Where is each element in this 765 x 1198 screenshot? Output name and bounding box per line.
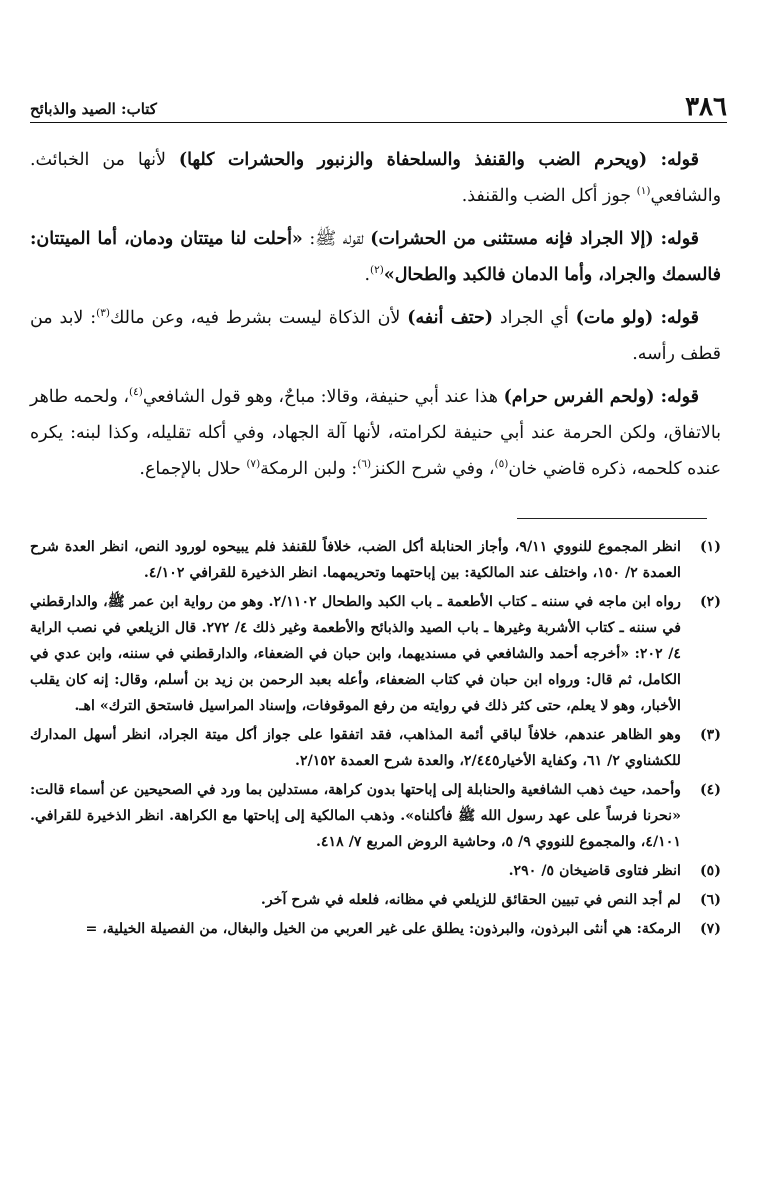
hadith-quote: «أحلت لنا ميتتان ودمان، أما الميتتان: فالسمك والجراد، وأما الدمان فالكبد والطحال» bbox=[30, 229, 721, 285]
footnote-7 bbox=[30, 916, 721, 942]
footnote-ref: (٤) bbox=[129, 386, 143, 399]
footnote-number: (١) bbox=[699, 539, 721, 555]
footnote-4 bbox=[30, 777, 721, 855]
footnotes bbox=[30, 534, 721, 945]
footnote-ref: (٧) bbox=[246, 458, 261, 471]
running-header bbox=[30, 92, 727, 123]
footnote-text: لم أجد النص في تبيين الحقائق للزيلعي في مظانه، فلعله في شرح آخر. bbox=[260, 892, 681, 908]
quoted-phrase: قوله: (إلا الجراد فإنه مستثنى من الحشرات) bbox=[370, 229, 699, 249]
paragraph-3: قوله: (ولو مات) أي الجراد (حتف أنفه) لأن الذكاة ليست بشرط فيه، وعن مالك$^{(٣)}$: لابد من قطف رأسه. bbox=[30, 307, 721, 364]
footnote-text: وهو الظاهر عندهم، خلافاً لباقي أئمة المذاهب، فقد اتفقوا على جواز أكل ميتة الجراد، انظر أسهل المدارك للكشناوي ٢/ ٦١، وكفاية الأخيار٢/٤٤٥، والعدة شرح العمدة ٢/١٥٢. bbox=[30, 727, 681, 769]
footnote-text: رواه ابن ماجه في سننه ـ كتاب الأطعمة ـ باب الكبد والطحال ٢/١١٠٢. وهو من رواية ابن عمر ﷺ، والدارقطني في سننه ـ كتاب الأشربة وغيرها ـ باب الصيد والذبائح والأطعمة وغير ذلك ٤/ ٢٧٢. قال الزيلعي في نصب الراية ٤/ ٢٠٢: «أخرجه أحمد والشافعي في مسنديهما، وابن حبان في الضعفاء، والدارقطني في سننه، وابن عدي في الكامل، ثم قال: ورواه ابن حبان في كتاب الضعفاء، وأعله بعبد الرحمن بن زيد بن أسلم، وقال: إنه كان يقلب الأخبار، وهو لا يعلم، حتى كثر ذلك في روايته من رفع الموقوفات، وإسناد المراسيل فاستحق الترك» اهـ. bbox=[30, 594, 682, 714]
footnote-text: انظر فتاوى قاضيخان ٥/ ٢٩٠. bbox=[508, 863, 681, 879]
paragraph-1: قوله: (ويحرم الضب والقنفذ والسلحفاة والزنبور والحشرات كلها) لأنها من الخبائث. والشافعي$^{(١)}$ جوز أكل الضب والقنفذ. bbox=[30, 150, 721, 206]
footnote-ref: (٣) bbox=[96, 307, 110, 320]
footnote-number: (٦) bbox=[699, 892, 721, 908]
quoted-phrase: قوله: (ولو مات) bbox=[575, 308, 699, 328]
footnote-number: (٤) bbox=[699, 782, 721, 798]
footnote-number: (٣) bbox=[699, 727, 721, 743]
footnote-ref: (٥) bbox=[494, 458, 509, 471]
footnote-2 bbox=[30, 589, 721, 719]
footnote-ref: (١) bbox=[636, 185, 651, 198]
paragraph-4: قوله: (ولحم الفرس حرام) هذا عند أبي حنيفة، وقالا: مباحٌ، وهو قول الشافعي$^{(٤)}$، ولحمه طاهر بالاتفاق، ولكن الحرمة عند أبي حنيفة لكرامته، لأنها آلة الجهاد، وفي أكله تقليله، وكذا لبنه: يكره عنده كلحمه، ذكره قاضي خان$^{(٥)}$، وفي شرح الكنز$^{(٦)}$: ولبن الرمكة$^{(٧)}$ حلال بالإجماع. bbox=[30, 386, 721, 479]
footnote-divider bbox=[517, 518, 707, 519]
footnote-text: انظر المجموع للنووي ٩/١١، وأجاز الحنابلة أكل الضب، خلافاً للقنفذ فلم يبيحوه لورود النص، انظر العدة شرح العمدة ٢/ ١٥٠، واختلف عند المالكية: بين إباحتهما وتحريمهما. انظر الذخيرة للقرافي ٤/١٠٢. bbox=[30, 539, 681, 581]
main-text bbox=[30, 142, 721, 494]
footnote-number: (٢) bbox=[699, 594, 721, 610]
footnote-6 bbox=[30, 887, 721, 913]
footnote-ref: (٦) bbox=[357, 458, 372, 471]
footnote-1 bbox=[30, 534, 721, 586]
paragraph-2: قوله: (إلا الجراد فإنه مستثنى من الحشرات) لقوله ﷺ: «أحلت لنا ميتتان ودمان، أما الميتتان: فالسمك والجراد، وأما الدمان فالكبد والطحال»$^{(٢)}$. bbox=[30, 229, 721, 285]
quoted-phrase: قوله: (ويحرم الضب والقنفذ والسلحفاة والزنبور والحشرات كلها) bbox=[178, 150, 699, 170]
footnote-number: (٥) bbox=[699, 863, 721, 879]
chapter-title: كتاب: الصيد والذبائح bbox=[30, 100, 157, 118]
footnote-text: الرمكة: هي أنثى البرذون، والبرذون: يطلق على غير العربي من الخيل والبغال، من الفصيلة الخيلية، = bbox=[85, 921, 681, 937]
footnote-ref: (٢) bbox=[369, 264, 384, 277]
footnote-text: وأحمد، حيث ذهب الشافعية والحنابلة إلى إباحتها بدون كراهة، مستدلين بما ورد في الصحيحين عن أسماء قالت: «نحرنا فرساً على عهد رسول الله ﷺ فأكلناه». وذهب المالكية إلى إباحتها مع الكراهة. انظر الذخيرة للقرافي. ٤/١٠١، والمجموع للنووي ٩/ ٥، وحاشية الروض المربع ٧/ ٤١٨. bbox=[30, 782, 681, 850]
page-number: ٣٨٦ bbox=[685, 92, 727, 122]
footnote-5 bbox=[30, 858, 721, 884]
footnote-3 bbox=[30, 722, 721, 774]
quoted-phrase: (حتف أنفه) bbox=[407, 308, 493, 328]
footnote-number: (٧) bbox=[699, 921, 721, 937]
quoted-phrase: قوله: (ولحم الفرس حرام) bbox=[503, 387, 699, 407]
